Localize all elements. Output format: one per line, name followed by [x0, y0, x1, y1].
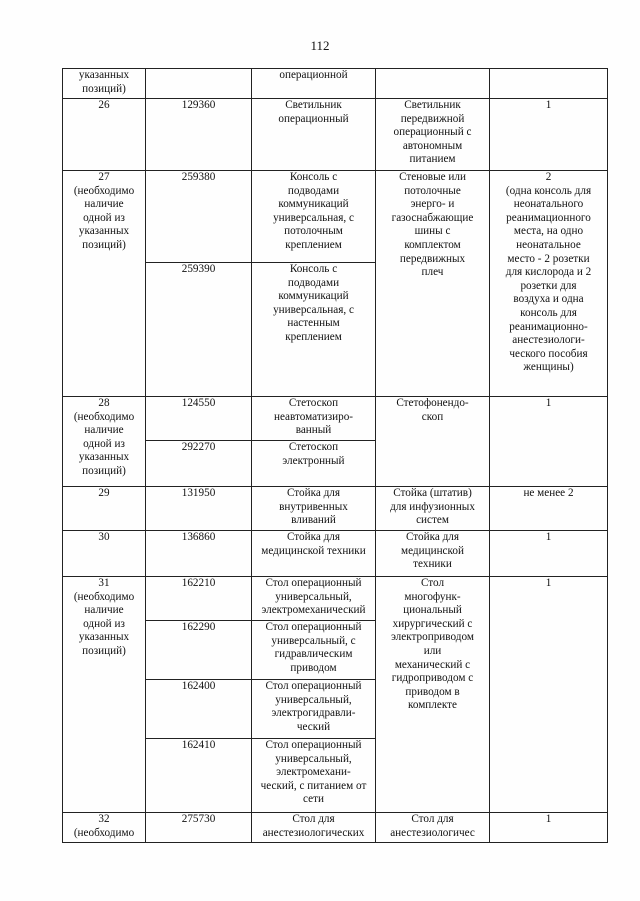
name-cell: Стол операционный универсальный, с гидравлическим приводом	[252, 621, 376, 680]
name-cell: операционной	[252, 69, 376, 99]
description-cell: Стеновые или потолочные энерго- и газоснабжающие шины с комплектом передвижных плеч	[376, 171, 490, 397]
equipment-table	[62, 68, 608, 843]
quantity-cell: 1	[490, 99, 608, 171]
row-number-cell: 28 (необходимо наличие одной из указанных позиций)	[63, 397, 146, 487]
name-cell: Стол для анестезиологических	[252, 813, 376, 843]
name-cell: Стол операционный универсальный, электромехани- ческий, с питанием от сети	[252, 739, 376, 813]
name-cell: Стетоскоп неавтоматизиро- ванный	[252, 397, 376, 441]
code-cell: 129360	[146, 99, 252, 171]
quantity-cell: 1	[490, 813, 608, 843]
name-cell: Стол операционный универсальный, электромеханический	[252, 577, 376, 621]
quantity-cell: 1	[490, 577, 608, 813]
name-cell: Консоль с подводами коммуникаций универсальная, с потолочным креплением	[252, 171, 376, 263]
name-cell: Консоль с подводами коммуникаций универсальная, с настенным креплением	[252, 263, 376, 397]
code-cell: 162400	[146, 680, 252, 739]
table-row	[63, 577, 608, 621]
code-cell: 275730	[146, 813, 252, 843]
quantity-cell: не менее 2	[490, 487, 608, 531]
quantity-cell	[490, 69, 608, 99]
row-number-cell: 30	[63, 531, 146, 577]
description-cell: Стол многофунк- циональный хирургический с электроприводом или механический с гидроприводом с приводом в комплекте	[376, 577, 490, 813]
code-cell: 162290	[146, 621, 252, 680]
code-cell	[146, 69, 252, 99]
name-cell: Стетоскоп электронный	[252, 441, 376, 487]
code-cell: 124550	[146, 397, 252, 441]
row-number-cell: 29	[63, 487, 146, 531]
name-cell: Стойка для внутривенных вливаний	[252, 487, 376, 531]
row-number-cell: указанных позиций)	[63, 69, 146, 99]
row-number-cell: 32 (необходимо	[63, 813, 146, 843]
code-cell: 162210	[146, 577, 252, 621]
code-cell: 292270	[146, 441, 252, 487]
code-cell: 136860	[146, 531, 252, 577]
quantity-cell: 2 (одна консоль для неонатального реанимационного места, на одно неонатальное место - 2 розетки для кислорода и 2 розетки для воздуха и одна консоль для реанимационно- анестезиологи- ческого пособия женщины)	[490, 171, 608, 397]
code-cell: 259390	[146, 263, 252, 397]
quantity-cell: 1	[490, 531, 608, 577]
code-cell: 259380	[146, 171, 252, 263]
description-cell: Светильник передвижной операционный с автономным питанием	[376, 99, 490, 171]
row-number-cell: 26	[63, 99, 146, 171]
table-row	[63, 531, 608, 577]
description-cell: Стойка для медицинской техники	[376, 531, 490, 577]
table-row	[63, 99, 608, 171]
table-row	[63, 487, 608, 531]
table-row	[63, 171, 608, 263]
table-row	[63, 813, 608, 843]
description-cell	[376, 69, 490, 99]
description-cell: Стойка (штатив) для инфузионных систем	[376, 487, 490, 531]
name-cell: Стол операционный универсальный, электрогидравли- ческий	[252, 680, 376, 739]
row-number-cell: 31 (необходимо наличие одной из указанных позиций)	[63, 577, 146, 813]
row-number-cell: 27 (необходимо наличие одной из указанных позиций)	[63, 171, 146, 397]
quantity-cell: 1	[490, 397, 608, 487]
name-cell: Светильник операционный	[252, 99, 376, 171]
table-row	[63, 69, 608, 99]
name-cell: Стойка для медицинской техники	[252, 531, 376, 577]
code-cell: 131950	[146, 487, 252, 531]
code-cell: 162410	[146, 739, 252, 813]
description-cell: Стол для анестезиологичес	[376, 813, 490, 843]
table-row	[63, 397, 608, 441]
page-number: 112	[310, 38, 330, 53]
description-cell: Стетофонендо- скоп	[376, 397, 490, 487]
